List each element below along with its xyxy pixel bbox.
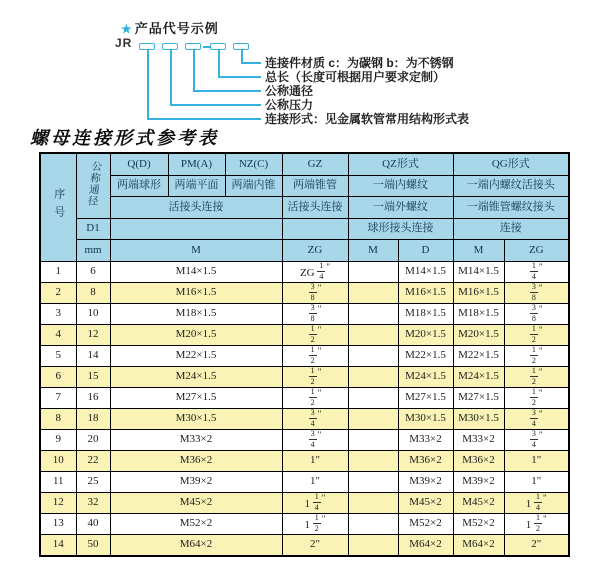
cell-qg_zg [504, 387, 569, 408]
inch-mark: " [538, 325, 543, 335]
inch-mark: " [317, 325, 322, 335]
cell-dn: 50 [76, 534, 110, 556]
cell-dn: 14 [76, 345, 110, 366]
connector-line [218, 76, 261, 78]
cell-zg: 1" [282, 471, 348, 492]
inch-mark: " [317, 304, 322, 314]
cell-no: 14 [40, 534, 76, 556]
diagram-heading-text: 产品代号示例 [134, 21, 219, 36]
cell-zg [282, 303, 348, 324]
diagram-heading [121, 18, 219, 37]
table-header [40, 153, 569, 261]
header-qz-d: D [398, 239, 453, 261]
cell-qz_m [348, 345, 398, 366]
cell-no: 6 [40, 366, 76, 387]
cell-qz_d: M39×2 [398, 471, 453, 492]
cell-zg [282, 324, 348, 345]
cell-zg: ZG $\frac{1}{4}$ " [282, 261, 348, 282]
header-seq [40, 153, 76, 261]
cell-m: M18×1.5 [110, 303, 282, 324]
header-mm: mm [76, 239, 110, 261]
fraction: $\frac{3}{8}$ [531, 303, 536, 323]
cell-dn: 8 [76, 282, 110, 303]
cell-m: M33×2 [110, 429, 282, 450]
fraction: $\frac{1}{2}$ [531, 366, 536, 386]
cell-qg_zg [504, 345, 569, 366]
cell-zg [282, 345, 348, 366]
table-row [40, 450, 569, 471]
fraction: $\frac{3}{4}$ [310, 429, 315, 449]
header-qz-desc2: 一端外螺纹 [348, 196, 453, 218]
table-row [40, 303, 569, 324]
cell-no: 9 [40, 429, 76, 450]
cell-zg: 2" [282, 534, 348, 556]
cell-no: 7 [40, 387, 76, 408]
cell-qg_zg: 2" [504, 534, 569, 556]
cell-qz_d: M20×1.5 [398, 324, 453, 345]
cell-zg [282, 429, 348, 450]
connector-line [170, 104, 261, 106]
connector-line [218, 50, 220, 77]
cell-qz_m [348, 450, 398, 471]
cell-no: 4 [40, 324, 76, 345]
code-box-3 [185, 43, 201, 50]
cell-qz_d: M36×2 [398, 450, 453, 471]
fraction: $\frac{1}{2}$ [531, 387, 536, 407]
cell-m: M20×1.5 [110, 324, 282, 345]
fraction: $\frac{1}{4}$ [531, 261, 536, 281]
header-col-nz: NZ(C) [225, 153, 282, 175]
cell-qz_m [348, 429, 398, 450]
table-row [40, 471, 569, 492]
fraction: $\frac{3}{8}$ [310, 303, 315, 323]
cell-no: 2 [40, 282, 76, 303]
cell-zg [282, 408, 348, 429]
cell-qz_m [348, 534, 398, 556]
table-row [40, 429, 569, 450]
header-seq-text: 序号 [52, 187, 65, 224]
cell-qg_m: M22×1.5 [453, 345, 504, 366]
cell-qg_zg: 1 $\frac{1}{4}$ " [504, 492, 569, 513]
fraction: $\frac{3}{8}$ [531, 282, 536, 302]
inch-mark: " [317, 388, 322, 398]
header-blank-2 [282, 218, 348, 239]
inch-mark: " [538, 430, 543, 440]
fraction: $\frac{3}{8}$ [310, 282, 315, 302]
cell-no: 8 [40, 408, 76, 429]
inch-mark: " [538, 304, 543, 314]
connector-line [241, 62, 261, 64]
cell-dn: 20 [76, 429, 110, 450]
inch-mark: " [317, 409, 322, 419]
fraction: $\frac{1}{2}$ [310, 324, 315, 344]
cell-m: M27×1.5 [110, 387, 282, 408]
cell-no: 10 [40, 450, 76, 471]
table-row [40, 324, 569, 345]
header-qg-desc1: 一端内螺纹活接头 [453, 175, 569, 196]
label-nominal-pressure: 公称压力 [265, 98, 314, 112]
table-row [40, 282, 569, 303]
cell-m: M64×2 [110, 534, 282, 556]
cell-qg_m: M36×2 [453, 450, 504, 471]
fraction: $\frac{3}{4}$ [531, 429, 536, 449]
cell-qz_d: M45×2 [398, 492, 453, 513]
inch-mark: " [538, 283, 543, 293]
fraction: $\frac{1}{2}$ [314, 513, 319, 533]
header-q-desc: 两端球形 [110, 175, 168, 196]
cell-zg: 1 $\frac{1}{4}$ " [282, 492, 348, 513]
cell-qg_zg [504, 429, 569, 450]
cell-qz_d: M24×1.5 [398, 366, 453, 387]
header-gz-desc: 两端锥管 [282, 175, 348, 196]
header-gz-union-connection: 活接头连接 [282, 196, 348, 218]
inch-mark: " [538, 388, 543, 398]
cell-no: 3 [40, 303, 76, 324]
cell-dn: 15 [76, 366, 110, 387]
cell-dn: 10 [76, 303, 110, 324]
fraction: $\frac{3}{4}$ [310, 408, 315, 428]
inch-mark: " [317, 430, 322, 440]
inch-mark: " [543, 514, 547, 524]
table-row [40, 534, 569, 556]
cell-qg_m: M20×1.5 [453, 324, 504, 345]
cell-m: M30×1.5 [110, 408, 282, 429]
cell-qg_zg: 1" [504, 471, 569, 492]
cell-m: M14×1.5 [110, 261, 282, 282]
connector-line [170, 50, 172, 105]
cell-qg_zg [504, 261, 569, 282]
inch-mark: " [317, 346, 322, 356]
cell-no: 11 [40, 471, 76, 492]
cell-no: 5 [40, 345, 76, 366]
cell-qz_m [348, 261, 398, 282]
cell-qz_m [348, 282, 398, 303]
header-nominal-diameter-text: 公称通径 [85, 161, 102, 208]
cell-qg_zg: 1 $\frac{1}{2}$ " [504, 513, 569, 534]
cell-qz_d: M64×2 [398, 534, 453, 556]
fraction: $\frac{3}{4}$ [531, 408, 536, 428]
header-union-connection: 活接头连接 [110, 196, 282, 218]
inch-mark: " [317, 367, 322, 377]
cell-no: 1 [40, 261, 76, 282]
cell-qz_m [348, 513, 398, 534]
cell-qg_m: M64×2 [453, 534, 504, 556]
code-dash [203, 46, 210, 48]
header-col-pm: PM(A) [168, 153, 225, 175]
cell-qz_m [348, 387, 398, 408]
inch-mark: " [326, 262, 331, 272]
inch-mark: " [543, 493, 547, 503]
header-col-qz: QZ形式 [348, 153, 453, 175]
cell-dn: 32 [76, 492, 110, 513]
cell-m: M45×2 [110, 492, 282, 513]
cell-qz_d: M14×1.5 [398, 261, 453, 282]
nut-connection-table [39, 152, 570, 557]
fraction: $\frac{1}{4}$ [319, 261, 324, 281]
header-m: M [110, 239, 282, 261]
product-code-diagram [0, 0, 600, 126]
header-zg: ZG [282, 239, 348, 261]
star-icon: ★ [121, 22, 133, 36]
table-row [40, 387, 569, 408]
table-title: 螺母连接形式参考表 [30, 128, 219, 148]
inch-mark: " [538, 367, 543, 377]
table-row [40, 492, 569, 513]
cell-zg: 1" [282, 450, 348, 471]
connector-line [193, 50, 195, 91]
fraction: $\frac{1}{4}$ [314, 492, 319, 512]
code-box-2 [162, 43, 178, 50]
cell-qg_zg: 1" [504, 450, 569, 471]
header-qg-desc2: 一端锥管螺纹接头 [453, 196, 569, 218]
inch-mark: " [538, 409, 543, 419]
cell-qz_m [348, 408, 398, 429]
cell-dn: 25 [76, 471, 110, 492]
cell-dn: 16 [76, 387, 110, 408]
cell-qg_zg [504, 303, 569, 324]
label-connector-material: 连接件材质 c：为碳钢 b：为不锈钢 [265, 56, 454, 70]
cell-qz_m [348, 366, 398, 387]
cell-qg_m: M39×2 [453, 471, 504, 492]
connector-line [193, 90, 261, 92]
fraction: $\frac{1}{2}$ [531, 345, 536, 365]
cell-qz_d: M27×1.5 [398, 387, 453, 408]
connector-line [147, 118, 261, 120]
header-qg-connection: 连接 [453, 218, 569, 239]
header-d1: D1 [76, 218, 110, 239]
fraction: $\frac{1}{2}$ [310, 366, 315, 386]
label-connection-form: 连接形式：见金属软管常用结构形式表 [265, 112, 470, 126]
header-qz-desc1: 一端内螺纹 [348, 175, 453, 196]
cell-qz_d: M33×2 [398, 429, 453, 450]
cell-qg_zg [504, 366, 569, 387]
cell-zg: 1 $\frac{1}{2}$ " [282, 513, 348, 534]
label-nominal-diameter: 公称通径 [265, 84, 314, 98]
cell-qg_m: M18×1.5 [453, 303, 504, 324]
header-qg-m: M [453, 239, 504, 261]
header-col-gz: GZ [282, 153, 348, 175]
code-box-4 [210, 43, 226, 50]
cell-m: M52×2 [110, 513, 282, 534]
cell-qz_m [348, 471, 398, 492]
header-col-q: Q(D) [110, 153, 168, 175]
fraction: $\frac{1}{2}$ [310, 387, 315, 407]
inch-mark: " [317, 283, 322, 293]
cell-dn: 18 [76, 408, 110, 429]
cell-m: M36×2 [110, 450, 282, 471]
cell-qg_m: M52×2 [453, 513, 504, 534]
cell-qz_d: M52×2 [398, 513, 453, 534]
header-qg-zg: ZG [504, 239, 569, 261]
cell-qg_zg [504, 408, 569, 429]
cell-qg_m: M16×1.5 [453, 282, 504, 303]
cell-qz_d: M30×1.5 [398, 408, 453, 429]
cell-qz_d: M16×1.5 [398, 282, 453, 303]
fraction: $\frac{1}{4}$ [536, 492, 541, 512]
table-row [40, 513, 569, 534]
cell-qg_m: M27×1.5 [453, 387, 504, 408]
cell-dn: 12 [76, 324, 110, 345]
cell-no: 13 [40, 513, 76, 534]
cell-qg_m: M33×2 [453, 429, 504, 450]
label-total-length: 总长（长度可根据用户要求定制） [265, 70, 446, 84]
cell-qg_zg [504, 324, 569, 345]
fraction: $\frac{1}{2}$ [536, 513, 541, 533]
cell-qg_m: M45×2 [453, 492, 504, 513]
cell-qz_m [348, 324, 398, 345]
cell-no: 12 [40, 492, 76, 513]
connector-line [147, 50, 149, 119]
fraction: $\frac{1}{2}$ [531, 324, 536, 344]
cell-qz_d: M18×1.5 [398, 303, 453, 324]
cell-qg_m: M24×1.5 [453, 366, 504, 387]
inch-mark: " [321, 514, 326, 524]
inch-mark: " [538, 346, 543, 356]
inch-mark: " [321, 493, 326, 503]
code-box-5 [233, 43, 249, 50]
cell-zg [282, 366, 348, 387]
cell-qg_m: M30×1.5 [453, 408, 504, 429]
cell-m: M22×1.5 [110, 345, 282, 366]
cell-dn: 6 [76, 261, 110, 282]
cell-qz_m [348, 492, 398, 513]
fraction: $\frac{1}{2}$ [310, 345, 315, 365]
cell-dn: 40 [76, 513, 110, 534]
cell-dn: 22 [76, 450, 110, 471]
cell-m: M39×2 [110, 471, 282, 492]
cell-m: M16×1.5 [110, 282, 282, 303]
cell-qg_zg [504, 282, 569, 303]
header-qz-connection: 球形接头连接 [348, 218, 453, 239]
header-nominal-diameter [76, 153, 110, 218]
table-row [40, 366, 569, 387]
cell-qz_m [348, 303, 398, 324]
inch-mark: " [538, 262, 543, 272]
table-row [40, 408, 569, 429]
header-nz-desc: 两端内锥 [225, 175, 282, 196]
cell-qg_m: M14×1.5 [453, 261, 504, 282]
cell-m: M24×1.5 [110, 366, 282, 387]
header-col-qg: QG形式 [453, 153, 569, 175]
table-row [40, 345, 569, 366]
code-prefix: JR [115, 36, 133, 50]
table-body [40, 261, 569, 556]
cell-zg [282, 282, 348, 303]
table-row [40, 261, 569, 282]
cell-zg [282, 387, 348, 408]
header-qz-m: M [348, 239, 398, 261]
header-blank-1 [110, 218, 282, 239]
header-pm-desc: 两端平面 [168, 175, 225, 196]
code-box-1 [139, 43, 155, 50]
cell-qz_d: M22×1.5 [398, 345, 453, 366]
